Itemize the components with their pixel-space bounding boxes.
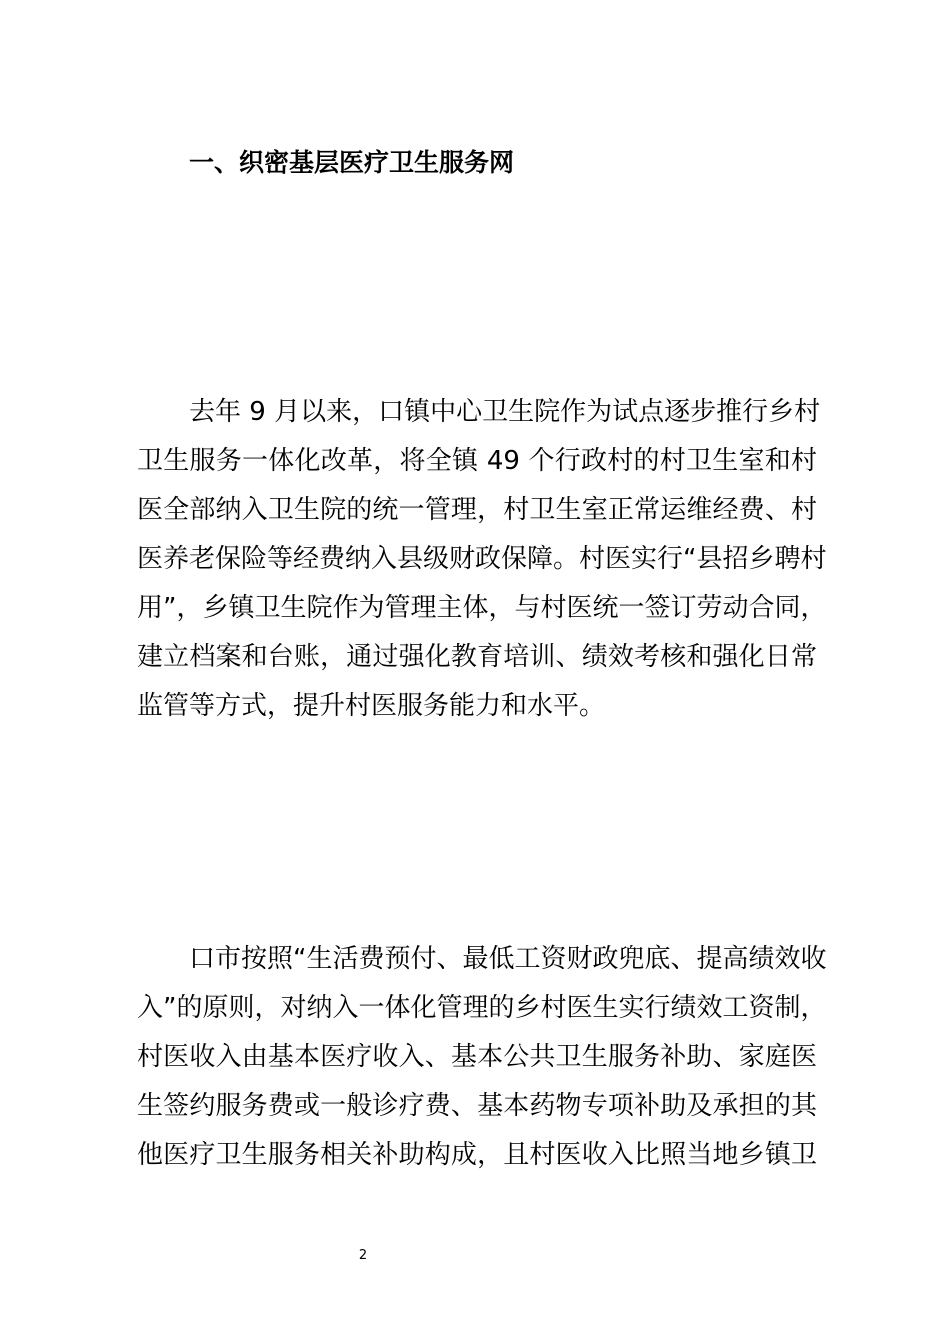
paragraph-line: 生签约服务费或一般诊疗费、基本药物专项补助及承担的其	[137, 1091, 817, 1121]
paragraph-line: 村医收入由基本医疗收入、基本公共卫生服务补助、家庭医	[137, 1042, 817, 1072]
paragraph-line: 用”，乡镇卫生院作为管理主体，与村医统一签订劳动合同，	[137, 593, 827, 623]
paragraph-line: 入”的原则，对纳入一体化管理的乡村医生实行绩效工资制，	[137, 993, 827, 1023]
paragraph-line: 监管等方式，提升村医服务能力和水平。	[137, 691, 606, 721]
paragraph-line: 口市按照“生活费预付、最低工资财政兜底、提高绩效收	[189, 944, 827, 974]
page-number: 2	[358, 1248, 368, 1263]
paragraph-line: 卫生服务一体化改革，将全镇 49 个行政村的村卫生室和村	[137, 446, 817, 476]
paragraph-line: 他医疗卫生服务相关补助构成，且村医收入比照当地乡镇卫	[137, 1140, 817, 1170]
paragraph-line: 建立档案和台账，通过强化教育培训、绩效考核和强化日常	[137, 642, 817, 672]
paragraph-2	[137, 935, 827, 1180]
paragraph-line: 医养老保险等经费纳入县级财政保障。村医实行“县招乡聘村	[137, 544, 827, 574]
paragraph-line: 医全部纳入卫生院的统一管理，村卫生室正常运维经费、村	[137, 495, 817, 525]
section-heading: 一、织密基层医疗卫生服务网	[189, 148, 515, 177]
paragraph-line: 去年 9 月以来，口镇中心卫生院作为试点逐步推行乡村	[189, 397, 821, 427]
paragraph-1	[137, 388, 827, 731]
